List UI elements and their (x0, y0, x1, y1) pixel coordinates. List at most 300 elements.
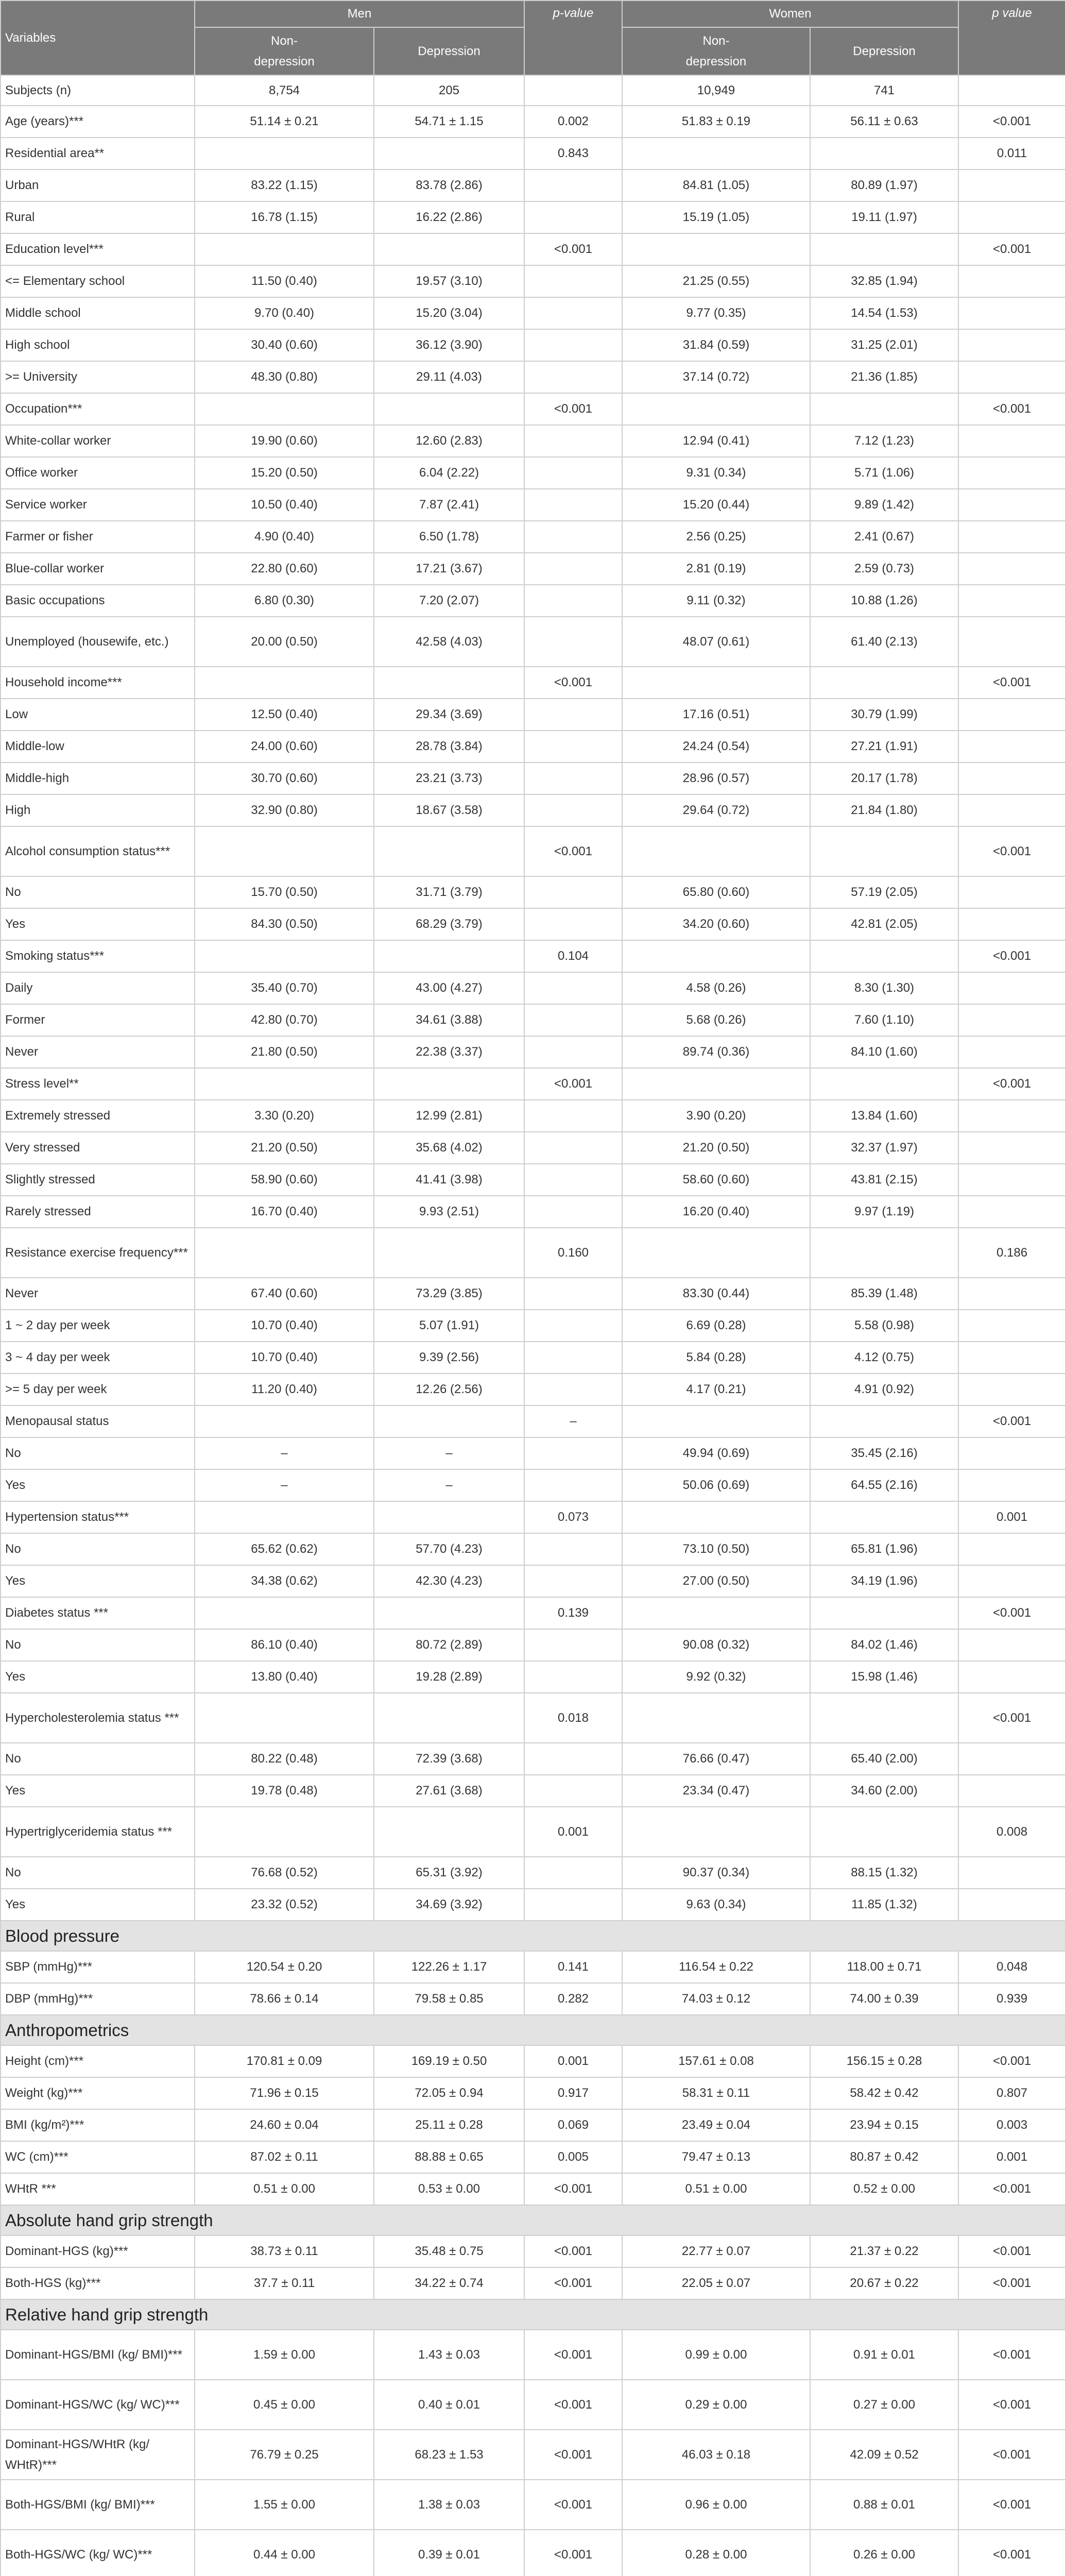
cell-men-non-depression: 4.90 (0.40) (195, 521, 374, 553)
cell-variable: Occupation*** (1, 393, 195, 425)
cell-women-p-value: <0.001 (958, 826, 1065, 876)
cell-men-p-value (524, 876, 622, 908)
cell-women-depression (810, 826, 958, 876)
cell-women-p-value (958, 1629, 1065, 1661)
cell-men-non-depression (195, 1807, 374, 1857)
cell-women-p-value (958, 1857, 1065, 1889)
cell-variable: Daily (1, 972, 195, 1004)
cell-women-p-value (958, 201, 1065, 233)
cell-men-non-depression: 8,754 (195, 75, 374, 106)
cell-variable: Yes (1, 1565, 195, 1597)
cell-women-depression: 84.10 (1.60) (810, 1036, 958, 1068)
cell-women-non-depression: 0.99 ± 0.00 (622, 2330, 810, 2380)
cell-women-p-value: <0.001 (958, 2480, 1065, 2530)
cell-men-p-value: 0.104 (524, 940, 622, 972)
cell-women-p-value: 0.807 (958, 2077, 1065, 2109)
table-row (1, 201, 1065, 233)
cell-women-p-value (958, 1743, 1065, 1775)
cell-women-non-depression: 2.56 (0.25) (622, 521, 810, 553)
cell-men-non-depression: 16.78 (1.15) (195, 201, 374, 233)
table-row (1, 1743, 1065, 1775)
cell-women-p-value (958, 329, 1065, 361)
table-row (1, 2480, 1065, 2530)
table-row (1, 170, 1065, 201)
cell-women-p-value: 0.008 (958, 1807, 1065, 1857)
table-row (1, 1228, 1065, 1278)
table-row (1, 940, 1065, 972)
cell-variable: Office worker (1, 457, 195, 489)
table-row (1, 2430, 1065, 2480)
cell-women-p-value (958, 617, 1065, 667)
cell-variable: Middle school (1, 297, 195, 329)
cell-men-p-value (524, 762, 622, 794)
cell-variable: Very stressed (1, 1132, 195, 1164)
cell-men-p-value (524, 75, 622, 106)
cell-women-depression (810, 1228, 958, 1278)
table-row (1, 1374, 1065, 1405)
cell-variable: No (1, 1437, 195, 1469)
cell-men-depression: 22.38 (3.37) (374, 1036, 524, 1068)
table-row (1, 2077, 1065, 2109)
cell-women-p-value (958, 1100, 1065, 1132)
cell-women-non-depression (622, 1405, 810, 1437)
cell-women-non-depression: 9.92 (0.32) (622, 1661, 810, 1693)
table-row (1, 1310, 1065, 1342)
cell-women-depression: 43.81 (2.15) (810, 1164, 958, 1196)
header-women-depression: Depression (810, 27, 958, 75)
cell-men-depression: 7.87 (2.41) (374, 489, 524, 521)
cell-women-p-value: 0.939 (958, 1983, 1065, 2015)
cell-men-p-value: <0.001 (524, 2530, 622, 2576)
cell-women-depression: 2.41 (0.67) (810, 521, 958, 553)
cell-women-depression: 64.55 (2.16) (810, 1469, 958, 1501)
cell-men-non-depression: 34.38 (0.62) (195, 1565, 374, 1597)
cell-men-non-depression: 24.60 ± 0.04 (195, 2109, 374, 2141)
cell-men-depression (374, 138, 524, 170)
cell-women-depression (810, 667, 958, 699)
cell-men-non-depression (195, 1068, 374, 1100)
cell-women-depression: 34.19 (1.96) (810, 1565, 958, 1597)
cell-women-depression (810, 1501, 958, 1533)
cell-men-p-value: 0.141 (524, 1951, 622, 1983)
cell-women-non-depression: 50.06 (0.69) (622, 1469, 810, 1501)
cell-women-depression: 34.60 (2.00) (810, 1775, 958, 1807)
cell-men-depression: 0.53 ± 0.00 (374, 2173, 524, 2205)
cell-women-non-depression: 23.49 ± 0.04 (622, 2109, 810, 2141)
cell-men-depression: 72.05 ± 0.94 (374, 2077, 524, 2109)
cell-women-p-value (958, 489, 1065, 521)
cell-variable: Dominant-HGS/WC (kg/ WC)*** (1, 2380, 195, 2430)
cell-men-depression (374, 1228, 524, 1278)
table-row (1, 2267, 1065, 2299)
cell-men-non-depression: 1.59 ± 0.00 (195, 2330, 374, 2380)
table-row (1, 1437, 1065, 1469)
cell-women-non-depression: 9.31 (0.34) (622, 457, 810, 489)
cell-women-p-value: <0.001 (958, 1693, 1065, 1743)
cell-men-non-depression: 10.70 (0.40) (195, 1310, 374, 1342)
cell-men-p-value (524, 1164, 622, 1196)
cell-men-depression: 23.21 (3.73) (374, 762, 524, 794)
cell-variable: Hypertriglyceridemia status *** (1, 1807, 195, 1857)
cell-women-p-value (958, 457, 1065, 489)
cell-women-non-depression: 16.20 (0.40) (622, 1196, 810, 1228)
cell-variable: Service worker (1, 489, 195, 521)
cell-women-depression: 35.45 (2.16) (810, 1437, 958, 1469)
cell-variable: Farmer or fisher (1, 521, 195, 553)
cell-men-non-depression: 38.73 ± 0.11 (195, 2235, 374, 2267)
cell-men-depression: 5.07 (1.91) (374, 1310, 524, 1342)
cell-variable: BMI (kg/m²)*** (1, 2109, 195, 2141)
cell-men-depression: 15.20 (3.04) (374, 297, 524, 329)
cell-women-depression: 2.59 (0.73) (810, 553, 958, 585)
cell-men-non-depression: 10.50 (0.40) (195, 489, 374, 521)
cell-men-p-value (524, 361, 622, 393)
cell-women-depression: 80.89 (1.97) (810, 170, 958, 201)
cell-women-depression: 5.71 (1.06) (810, 457, 958, 489)
cell-men-p-value (524, 972, 622, 1004)
cell-men-non-depression: 87.02 ± 0.11 (195, 2141, 374, 2173)
cell-men-p-value: 0.002 (524, 106, 622, 138)
cell-men-depression: 9.39 (2.56) (374, 1342, 524, 1374)
cell-men-p-value: 0.139 (524, 1597, 622, 1629)
cell-women-depression: 11.85 (1.32) (810, 1889, 958, 1921)
cell-women-depression: 85.39 (1.48) (810, 1278, 958, 1310)
cell-women-p-value (958, 1533, 1065, 1565)
cell-men-depression: 43.00 (4.27) (374, 972, 524, 1004)
table-row (1, 908, 1065, 940)
table-row (1, 1196, 1065, 1228)
cell-men-non-depression: 6.80 (0.30) (195, 585, 374, 617)
cell-women-p-value: <0.001 (958, 940, 1065, 972)
cell-men-p-value: 0.160 (524, 1228, 622, 1278)
cell-women-depression (810, 1405, 958, 1437)
cell-men-p-value: 0.001 (524, 1807, 622, 1857)
cell-men-depression: 35.68 (4.02) (374, 1132, 524, 1164)
cell-women-p-value (958, 1310, 1065, 1342)
table-row (1, 1501, 1065, 1533)
cell-men-depression: 9.93 (2.51) (374, 1196, 524, 1228)
cell-women-depression: 42.81 (2.05) (810, 908, 958, 940)
cell-women-non-depression (622, 1807, 810, 1857)
table-row (1, 1889, 1065, 1921)
table-row (1, 972, 1065, 1004)
cell-women-non-depression: 0.51 ± 0.00 (622, 2173, 810, 2205)
cell-men-non-depression: 21.20 (0.50) (195, 1132, 374, 1164)
cell-men-non-depression (195, 393, 374, 425)
cell-women-depression: 7.60 (1.10) (810, 1004, 958, 1036)
cell-men-p-value (524, 1469, 622, 1501)
cell-men-non-depression: 10.70 (0.40) (195, 1342, 374, 1374)
cell-men-non-depression: 65.62 (0.62) (195, 1533, 374, 1565)
cell-men-p-value: <0.001 (524, 1068, 622, 1100)
cell-men-depression: 25.11 ± 0.28 (374, 2109, 524, 2141)
cell-women-depression: 19.11 (1.97) (810, 201, 958, 233)
cell-women-depression: 20.17 (1.78) (810, 762, 958, 794)
cell-men-depression: 42.58 (4.03) (374, 617, 524, 667)
header-p-value-men: p-value (524, 1, 622, 75)
table-row (1, 2109, 1065, 2141)
cell-men-non-depression: 76.68 (0.52) (195, 1857, 374, 1889)
cell-women-p-value (958, 1036, 1065, 1068)
cell-variable: Low (1, 699, 195, 731)
cell-women-non-depression: 4.58 (0.26) (622, 972, 810, 1004)
cell-variable: No (1, 1629, 195, 1661)
cell-women-non-depression: 76.66 (0.47) (622, 1743, 810, 1775)
cell-men-p-value (524, 1743, 622, 1775)
cell-variable: Residential area** (1, 138, 195, 170)
cell-variable: Rural (1, 201, 195, 233)
cell-women-non-depression: 6.69 (0.28) (622, 1310, 810, 1342)
cell-variable: SBP (mmHg)*** (1, 1951, 195, 1983)
cell-men-p-value (524, 1533, 622, 1565)
cell-men-p-value (524, 1342, 622, 1374)
table-row (1, 233, 1065, 265)
cell-variable: Both-HGS (kg)*** (1, 2267, 195, 2299)
cell-women-non-depression: 58.60 (0.60) (622, 1164, 810, 1196)
cell-women-depression (810, 1068, 958, 1100)
cell-variable: 1 ~ 2 day per week (1, 1310, 195, 1342)
cell-men-p-value (524, 1132, 622, 1164)
cell-men-non-depression: 120.54 ± 0.20 (195, 1951, 374, 1983)
table-row (1, 876, 1065, 908)
cell-men-p-value (524, 1374, 622, 1405)
cell-men-depression: 6.04 (2.22) (374, 457, 524, 489)
table-row (1, 1278, 1065, 1310)
cell-men-depression: 34.69 (3.92) (374, 1889, 524, 1921)
cell-women-p-value: 0.011 (958, 138, 1065, 170)
cell-women-p-value: 0.048 (958, 1951, 1065, 1983)
cell-men-depression: 28.78 (3.84) (374, 731, 524, 762)
cell-variable: Dominant-HGS/BMI (kg/ BMI)*** (1, 2330, 195, 2380)
table-row (1, 265, 1065, 297)
cell-women-p-value: <0.001 (958, 1068, 1065, 1100)
cell-women-depression (810, 1597, 958, 1629)
table-row (1, 425, 1065, 457)
cell-men-non-depression: 19.90 (0.60) (195, 425, 374, 457)
cell-men-non-depression: 15.20 (0.50) (195, 457, 374, 489)
cell-variable: Yes (1, 1889, 195, 1921)
cell-variable: Menopausal status (1, 1405, 195, 1437)
cell-men-p-value (524, 1100, 622, 1132)
table-row (1, 1661, 1065, 1693)
cell-women-p-value (958, 1164, 1065, 1196)
cell-men-depression: 27.61 (3.68) (374, 1775, 524, 1807)
cell-men-p-value (524, 617, 622, 667)
cell-women-p-value: <0.001 (958, 233, 1065, 265)
cell-women-p-value (958, 762, 1065, 794)
table-row (1, 297, 1065, 329)
table-row (1, 521, 1065, 553)
cell-men-p-value: <0.001 (524, 2173, 622, 2205)
cell-men-depression (374, 1501, 524, 1533)
cell-women-non-depression: 89.74 (0.36) (622, 1036, 810, 1068)
cell-variable: Smoking status*** (1, 940, 195, 972)
cell-women-non-depression: 31.84 (0.59) (622, 329, 810, 361)
cell-men-p-value (524, 1196, 622, 1228)
cell-women-non-depression (622, 1693, 810, 1743)
table-row (1, 1004, 1065, 1036)
cell-women-p-value (958, 1004, 1065, 1036)
cell-men-non-depression: 30.70 (0.60) (195, 762, 374, 794)
cell-women-depression: 30.79 (1.99) (810, 699, 958, 731)
cell-women-p-value: <0.001 (958, 393, 1065, 425)
cell-women-depression (810, 393, 958, 425)
cell-variable: WC (cm)*** (1, 2141, 195, 2173)
cell-women-depression: 9.89 (1.42) (810, 489, 958, 521)
cell-men-p-value (524, 170, 622, 201)
cell-women-non-depression (622, 940, 810, 972)
cell-men-non-depression: 22.80 (0.60) (195, 553, 374, 585)
cell-men-non-depression (195, 1228, 374, 1278)
cell-variable: Never (1, 1036, 195, 1068)
header-women-non-depression: Non- depression (622, 27, 810, 75)
cell-variable: Middle-low (1, 731, 195, 762)
cell-women-depression (810, 233, 958, 265)
cell-women-non-depression: 15.20 (0.44) (622, 489, 810, 521)
cell-men-p-value (524, 731, 622, 762)
table-row (1, 361, 1065, 393)
cell-women-depression: 8.30 (1.30) (810, 972, 958, 1004)
header-women: Women (622, 1, 958, 27)
cell-variable: WHtR *** (1, 2173, 195, 2205)
section-row (1, 2299, 1065, 2330)
cell-men-non-depression: 58.90 (0.60) (195, 1164, 374, 1196)
cell-women-depression: 4.91 (0.92) (810, 1374, 958, 1405)
table-row (1, 2045, 1065, 2077)
cell-men-depression: 68.29 (3.79) (374, 908, 524, 940)
table-row (1, 2235, 1065, 2267)
table-row (1, 699, 1065, 731)
cell-men-p-value: 0.917 (524, 2077, 622, 2109)
cell-men-non-depression (195, 1501, 374, 1533)
cell-men-non-depression: 15.70 (0.50) (195, 876, 374, 908)
header-men-depression: Depression (374, 27, 524, 75)
cell-men-p-value: <0.001 (524, 2267, 622, 2299)
cell-women-depression: 84.02 (1.46) (810, 1629, 958, 1661)
cell-women-non-depression: 9.77 (0.35) (622, 297, 810, 329)
table-row (1, 1807, 1065, 1857)
table-row (1, 1857, 1065, 1889)
cell-women-depression: 7.12 (1.23) (810, 425, 958, 457)
cell-men-p-value (524, 1775, 622, 1807)
cell-women-non-depression: 29.64 (0.72) (622, 794, 810, 826)
header-men-non-depression: Non- depression (195, 27, 374, 75)
cell-women-non-depression: 17.16 (0.51) (622, 699, 810, 731)
header-men: Men (195, 1, 524, 27)
cell-men-depression (374, 1807, 524, 1857)
cell-women-depression: 65.81 (1.96) (810, 1533, 958, 1565)
cell-men-depression: – (374, 1437, 524, 1469)
cell-men-non-depression: 42.80 (0.70) (195, 1004, 374, 1036)
cell-women-depression: 0.91 ± 0.01 (810, 2330, 958, 2380)
cell-variable: Hypercholesterolemia status *** (1, 1693, 195, 1743)
table-row (1, 794, 1065, 826)
cell-men-non-depression: 3.30 (0.20) (195, 1100, 374, 1132)
cell-men-depression: 6.50 (1.78) (374, 521, 524, 553)
cell-men-non-depression: 67.40 (0.60) (195, 1278, 374, 1310)
cell-men-depression: 79.58 ± 0.85 (374, 1983, 524, 2015)
header-row-top (1, 1, 1065, 27)
cell-women-p-value: <0.001 (958, 2330, 1065, 2380)
cell-men-non-depression: 13.80 (0.40) (195, 1661, 374, 1693)
cell-variable: Rarely stressed (1, 1196, 195, 1228)
cell-variable: Subjects (n) (1, 75, 195, 106)
cell-men-p-value (524, 1004, 622, 1036)
cell-men-non-depression: 35.40 (0.70) (195, 972, 374, 1004)
table-row (1, 1629, 1065, 1661)
cell-women-p-value (958, 699, 1065, 731)
cell-men-p-value: – (524, 1405, 622, 1437)
section-title: Anthropometrics (1, 2015, 1065, 2045)
cell-men-p-value: 0.282 (524, 1983, 622, 2015)
cell-men-depression: 68.23 ± 1.53 (374, 2430, 524, 2480)
cell-men-depression: 12.26 (2.56) (374, 1374, 524, 1405)
cell-women-depression (810, 1693, 958, 1743)
cell-variable: Blue-collar worker (1, 553, 195, 585)
cell-variable: No (1, 876, 195, 908)
cell-men-p-value (524, 585, 622, 617)
cell-women-depression: 4.12 (0.75) (810, 1342, 958, 1374)
cell-variable: No (1, 1857, 195, 1889)
cell-women-p-value (958, 1661, 1065, 1693)
cell-women-non-depression (622, 667, 810, 699)
cell-variable: No (1, 1533, 195, 1565)
cell-men-depression: 31.71 (3.79) (374, 876, 524, 908)
cell-men-p-value (524, 699, 622, 731)
cell-men-depression: 122.26 ± 1.17 (374, 1951, 524, 1983)
cell-women-p-value (958, 1374, 1065, 1405)
cell-men-non-depression: 19.78 (0.48) (195, 1775, 374, 1807)
cell-women-depression: 88.15 (1.32) (810, 1857, 958, 1889)
cell-women-non-depression: 157.61 ± 0.08 (622, 2045, 810, 2077)
cell-men-depression: 12.60 (2.83) (374, 425, 524, 457)
cell-men-p-value: <0.001 (524, 2430, 622, 2480)
table-row (1, 393, 1065, 425)
cell-women-non-depression: 9.11 (0.32) (622, 585, 810, 617)
cell-women-depression: 10.88 (1.26) (810, 585, 958, 617)
cell-women-non-depression: 116.54 ± 0.22 (622, 1951, 810, 1983)
table-row (1, 1951, 1065, 1983)
cell-women-non-depression: 0.96 ± 0.00 (622, 2480, 810, 2530)
cell-men-depression (374, 940, 524, 972)
cell-women-p-value (958, 75, 1065, 106)
cell-women-depression: 21.37 ± 0.22 (810, 2235, 958, 2267)
cell-women-p-value (958, 521, 1065, 553)
cell-variable: >= University (1, 361, 195, 393)
cell-men-depression: 41.41 (3.98) (374, 1164, 524, 1196)
cell-men-depression: 16.22 (2.86) (374, 201, 524, 233)
cell-women-depression: 0.88 ± 0.01 (810, 2480, 958, 2530)
cell-women-depression: 14.54 (1.53) (810, 297, 958, 329)
section-row (1, 2015, 1065, 2045)
cell-women-depression: 156.15 ± 0.28 (810, 2045, 958, 2077)
cell-men-depression: 1.38 ± 0.03 (374, 2480, 524, 2530)
cell-variable: High school (1, 329, 195, 361)
cell-women-depression: 0.52 ± 0.00 (810, 2173, 958, 2205)
cell-women-p-value: <0.001 (958, 2045, 1065, 2077)
table-row (1, 826, 1065, 876)
section-title: Relative hand grip strength (1, 2299, 1065, 2330)
cell-men-depression: 34.22 ± 0.74 (374, 2267, 524, 2299)
cell-women-p-value: <0.001 (958, 2267, 1065, 2299)
cell-women-p-value: <0.001 (958, 1597, 1065, 1629)
cell-variable: Yes (1, 908, 195, 940)
cell-men-non-depression: 12.50 (0.40) (195, 699, 374, 731)
cell-men-non-depression: 48.30 (0.80) (195, 361, 374, 393)
cell-variable: Urban (1, 170, 195, 201)
cell-women-p-value: <0.001 (958, 2173, 1065, 2205)
cell-men-depression: 42.30 (4.23) (374, 1565, 524, 1597)
